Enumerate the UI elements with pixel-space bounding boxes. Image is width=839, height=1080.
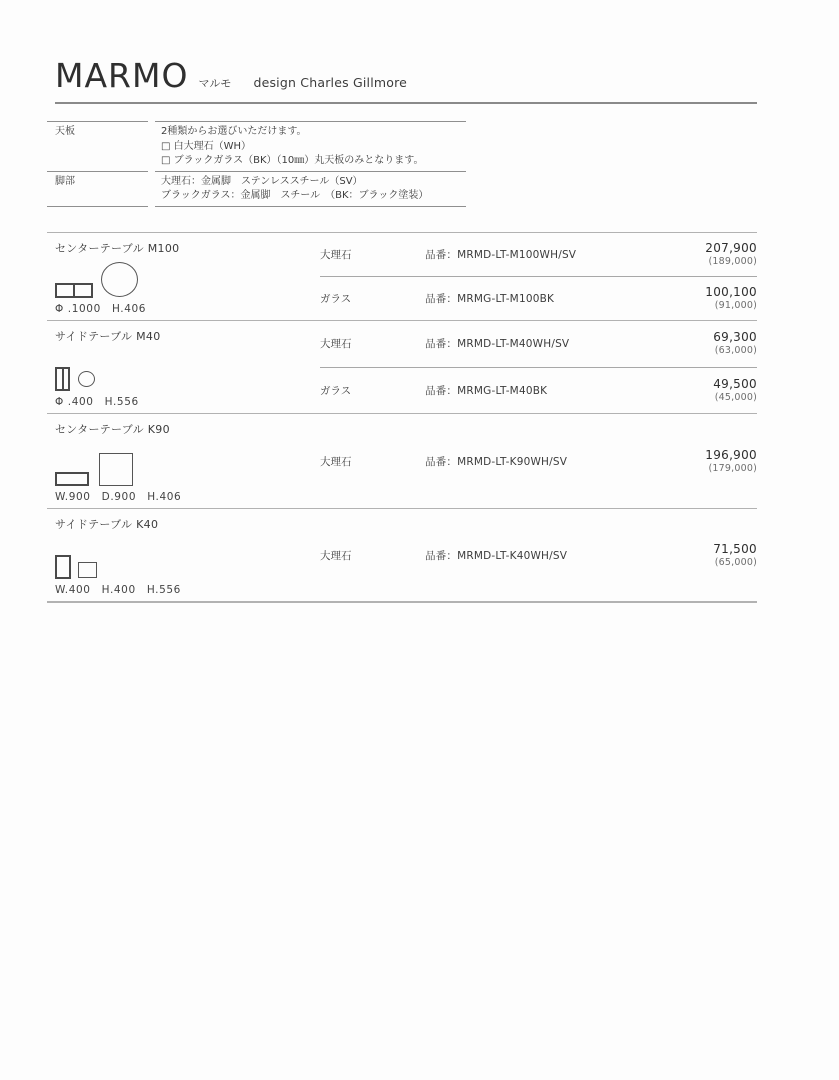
- product-name: センターテーブル M100: [55, 242, 180, 255]
- table-side-view-diagram: [55, 472, 89, 486]
- price-tax-incl: 196,900: [705, 447, 757, 462]
- product-info: [47, 321, 320, 413]
- table-side-view-diagram: [55, 283, 93, 298]
- product-info: [47, 414, 320, 508]
- product-diagram: [55, 453, 320, 486]
- spec-label: 脚部: [47, 171, 148, 207]
- variant-table: [320, 321, 757, 413]
- spec-label: 天板: [47, 121, 148, 171]
- material-label: 大理石: [320, 338, 352, 351]
- part-number: 品番：MRMD-LT-K90WH/SV: [425, 455, 568, 468]
- designer-credit: design Charles Gillmore: [253, 75, 408, 90]
- spec-table: [47, 121, 466, 207]
- dimensions-label: Φ .400 H.556: [55, 396, 139, 408]
- product-block-m100: [47, 232, 757, 320]
- round-tabletop-diagram: [101, 262, 138, 297]
- product-block-k90: [47, 413, 757, 508]
- material-label: ガラス: [320, 293, 352, 305]
- price-block: [705, 542, 757, 569]
- variant-row: [320, 233, 757, 276]
- price-tax-excl: (63,000): [714, 345, 757, 357]
- part-number: 品番：MRMD-LT-M100WH/SV: [425, 249, 577, 261]
- spec-line: □ ブラックガラス（BK）（10㎜）丸天板のみとなります。: [161, 155, 424, 166]
- price-tax-excl: (189,000): [708, 256, 757, 268]
- price-tax-excl: (179,000): [708, 462, 757, 474]
- spec-line: ブラックガラス：金属脚 スチール （BK：ブラック塗装）: [161, 190, 429, 201]
- part-number: 品番：MRMD-LT-K40WH/SV: [425, 549, 568, 562]
- price-tax-excl: (91,000): [714, 300, 757, 312]
- material-label: 大理石: [320, 455, 352, 468]
- spec-row-legs: [47, 171, 466, 207]
- product-list: [47, 232, 757, 603]
- product-name: サイドテーブル M40: [55, 330, 161, 343]
- price-block: [705, 377, 757, 404]
- part-number: 品番：MRMD-LT-M40WH/SV: [425, 338, 570, 351]
- dimensions-label: W.400 H.400 H.556: [55, 584, 181, 596]
- table-side-view-diagram: [55, 555, 71, 579]
- price-tax-incl: 100,100: [705, 285, 757, 300]
- spec-line: □ 白大理石（WH）: [161, 140, 252, 152]
- product-diagram: [55, 367, 320, 391]
- price-tax-excl: (45,000): [714, 391, 757, 403]
- price-block: [697, 448, 757, 475]
- product-diagram: [55, 555, 320, 579]
- variant-row: [320, 509, 757, 601]
- material-label: ガラス: [320, 384, 352, 397]
- dimensions-label: Φ .1000 H.406: [55, 303, 147, 315]
- diagram-divider-line: [73, 285, 75, 296]
- square-tabletop-diagram: [99, 453, 133, 486]
- page-header: [55, 56, 757, 104]
- spec-row-tabletop: [47, 121, 466, 171]
- variant-row: [320, 367, 757, 414]
- price-tax-incl: 69,300: [713, 330, 757, 345]
- price-tax-incl: 207,900: [705, 241, 757, 256]
- brand-title-kana: マルモ: [198, 77, 232, 90]
- price-block: [705, 330, 757, 357]
- price-tax-incl: 71,500: [713, 541, 757, 556]
- material-label: 大理石: [320, 249, 352, 261]
- variant-row: [320, 276, 757, 320]
- part-number: 品番：MRMG-LT-M100BK: [425, 293, 555, 305]
- price-tax-excl: (65,000): [714, 556, 757, 568]
- table-side-view-diagram: [55, 367, 70, 391]
- spec-line: 大理石：金属脚 ステンレススチール（SV）: [161, 175, 363, 187]
- price-block: [697, 241, 757, 268]
- product-name: センターテーブル K90: [55, 423, 170, 436]
- price-block: [697, 285, 757, 312]
- diagram-divider-line: [62, 369, 64, 389]
- product-name: サイドテーブル K40: [55, 518, 159, 531]
- dimensions-label: W.900 D.900 H.406: [55, 491, 182, 503]
- variant-table: [320, 509, 757, 601]
- part-number: 品番：MRMG-LT-M40BK: [425, 384, 548, 397]
- variant-table: [320, 414, 757, 508]
- spec-content: [155, 121, 466, 171]
- spec-content: [155, 171, 466, 207]
- product-diagram: [55, 262, 320, 298]
- variant-row: [320, 414, 757, 508]
- variant-row: [320, 321, 757, 367]
- material-label: 大理石: [320, 549, 352, 562]
- product-block-m40: [47, 320, 757, 413]
- spec-line: 2種類からお選びいただけます。: [161, 126, 307, 137]
- variant-table: [320, 233, 757, 320]
- product-info: [47, 509, 320, 601]
- brand-title: MARMO: [55, 56, 189, 95]
- product-block-k40: [47, 508, 757, 603]
- round-tabletop-diagram: [78, 371, 95, 387]
- product-info: [47, 233, 320, 320]
- price-tax-incl: 49,500: [713, 376, 757, 391]
- square-tabletop-diagram: [78, 562, 97, 578]
